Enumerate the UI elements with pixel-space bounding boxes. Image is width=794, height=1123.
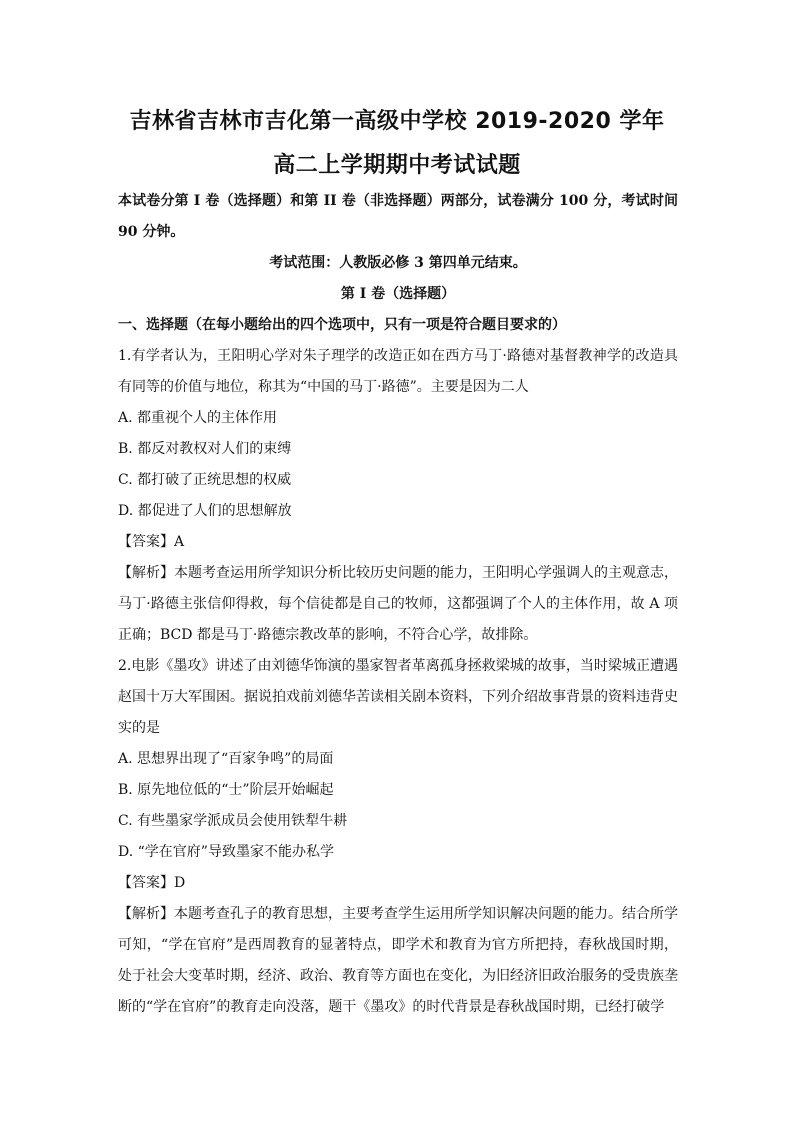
- answer: 【答案】A: [118, 534, 185, 550]
- exam-scope: 考试范围：人教版必修 3 第四单元结束。: [269, 255, 527, 271]
- volume-heading: 第 I 卷（选择题）: [340, 286, 456, 302]
- question-stem: 1.有学者认为，王阳明心学对朱子理学的改造正如在西方马丁·路德对基督教神学的改造具有同等的价值与地位，称其为“中国的马丁·路德”。主要是因为二人: [118, 348, 678, 395]
- option-a: A. 都重视个人的主体作用: [118, 410, 278, 426]
- analysis: 【解析】本题考查运用所学知识分析比较历史问题的能力，王阳明心学强调人的主观意志，马丁·路德主张信仰得救，每个信徒都是自己的牧师，这都强调了个人的主体作用，故 A 项正确；BCD 都是马丁·路德宗教改革的影响，不符合心学，故排除。: [118, 565, 678, 643]
- question-2: [118, 651, 678, 1023]
- exam-title-line1: 吉林省吉林市吉化第一高级中学校 2019-2020 学年: [129, 109, 665, 134]
- section-heading: 一、选择题（在每小题给出的四个选项中，只有一项是符合题目要求的）: [118, 317, 566, 333]
- option-b: B. 都反对教权对人们的束缚: [118, 441, 292, 457]
- option-d: D. 都促进了人们的思想解放: [118, 503, 292, 519]
- exam-title-line2: 高二上学期期中考试试题: [273, 153, 521, 178]
- question-stem: 2.电影《墨攻》讲述了由刘德华饰演的墨家智者革离孤身拯救梁城的故事，当时梁城正遭遇赵国十万大军围困。据说拍戏前刘德华苦读相关剧本资料，下列介绍故事背景的资料违背史实的是: [118, 658, 678, 736]
- question-1: [118, 341, 678, 651]
- option-b: B. 原先地位低的“士”阶层开始崛起: [118, 782, 334, 798]
- option-d: D. “学在官府”导致墨家不能办私学: [118, 844, 334, 860]
- exam-content: [118, 186, 678, 1023]
- option-a: A. 思想界出现了“百家争鸣”的局面: [118, 751, 334, 767]
- analysis: 【解析】本题考查孔子的教育思想，主要考查学生运用所学知识解决问题的能力。结合所学可知，“学在官府”是西周教育的显著特点，即学术和教育为官方所把持，春秋战国时期，处于社会大变革时期，经济、政治、教育等方面也在变化，为旧经济旧政治服务的受贵族垄断的“学在官府”的教育走向没落，题干《墨攻》的时代背景是春秋战国时期，已经打破学: [118, 906, 678, 1015]
- exam-intro: 本试卷分第 I 卷（选择题）和第 II 卷（非选择题）两部分，试卷满分 100 分，考试时间 90 分钟。: [118, 193, 678, 240]
- option-c: C. 有些墨家学派成员会使用铁犁牛耕: [118, 813, 348, 829]
- option-c: C. 都打破了正统思想的权威: [118, 472, 292, 488]
- answer: 【答案】D: [118, 875, 186, 891]
